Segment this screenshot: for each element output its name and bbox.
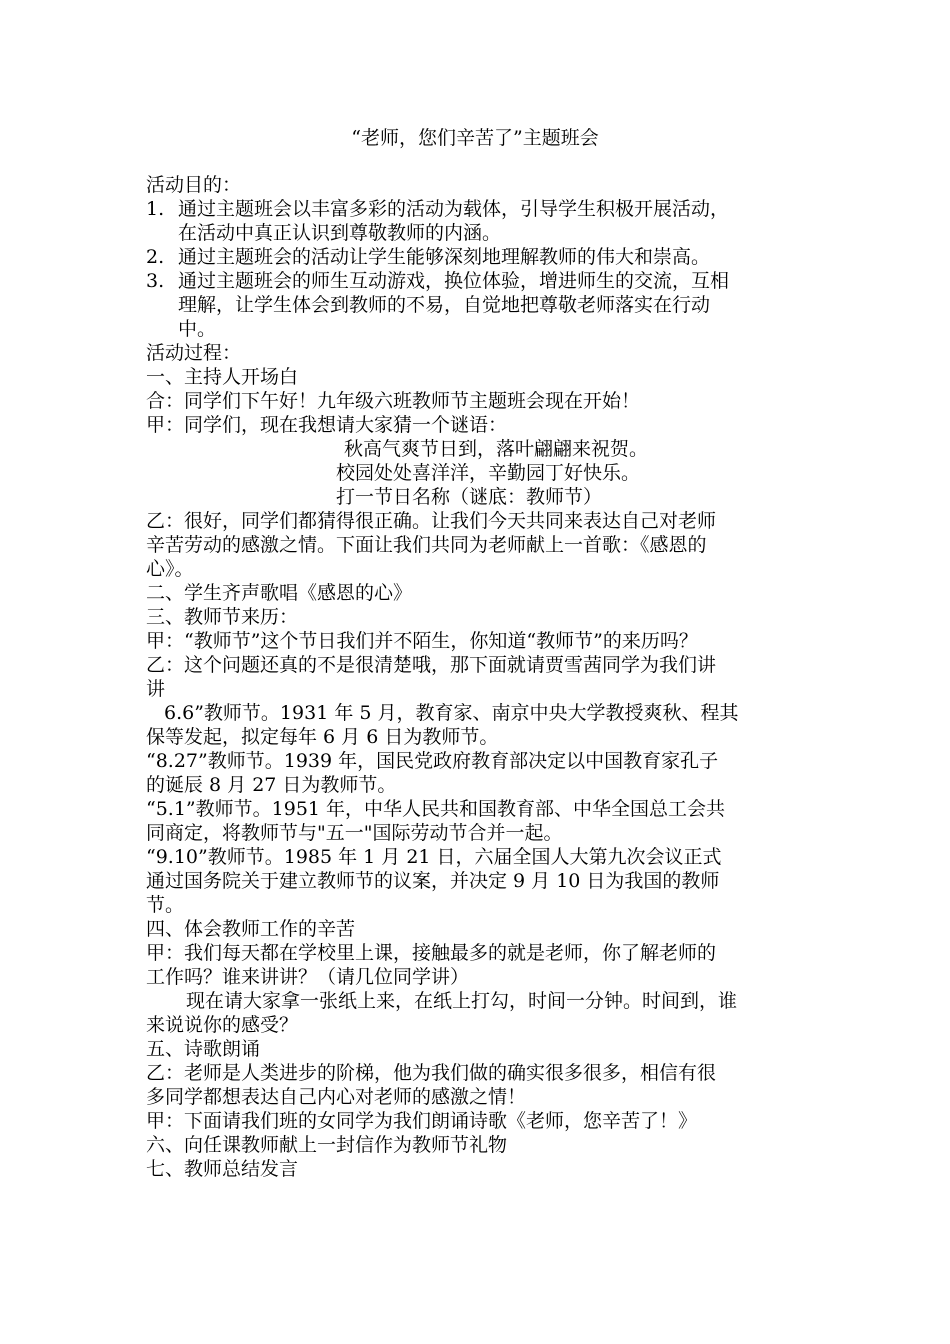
purpose-item-2 — [146, 245, 836, 269]
section-heading: 三、教师节来历： — [146, 606, 299, 628]
dialogue-line: 工作吗？谁来讲讲？（请几位同学讲） — [146, 966, 470, 988]
section-heading: 四、体会教师工作的辛苦 — [146, 918, 356, 940]
purpose-heading: 活动目的： — [146, 174, 242, 196]
purpose-text: 通过主题班会的活动让学生能够深刻地理解教师的伟大和崇高。 — [178, 246, 711, 268]
riddle-line: 校园处处喜洋洋，辛勤园丁好快乐。 — [336, 462, 641, 484]
purpose-text: 在活动中真正认识到尊敬教师的内涵。 — [178, 222, 502, 244]
list-number: 1. — [146, 198, 165, 220]
dialogue-line: 讲 — [146, 678, 166, 700]
dialogue-line: 甲：下面请我们班的女同学为我们朗诵诗歌《老师，您辛苦了！》 — [146, 1110, 698, 1132]
purpose-text: 通过主题班会的师生互动游戏，换位体验，增进师生的交流，互相 — [178, 270, 730, 292]
instruction-text: 现在请大家拿一张纸上来，在纸上打勾，时间一分钟。时间到，谁 — [186, 990, 738, 1012]
riddle-line: 秋高气爽节日到，落叶翩翩来祝贺。 — [344, 438, 649, 460]
history-text: 的诞辰 8 月 27 日为教师节。 — [146, 774, 397, 796]
section-heading: 五、诗歌朗诵 — [146, 1038, 261, 1060]
dialogue-line: 乙：这个问题还真的不是很清楚哦，那下面就请贾雪茜同学为我们讲 — [146, 654, 717, 676]
dialogue-line: 甲：“教师节”这个节日我们并不陌生，你知道“教师节”的来历吗？ — [146, 630, 698, 652]
list-number: 3. — [146, 270, 165, 292]
dialogue-line: 合：同学们下午好！九年级六班教师节主题班会现在开始！ — [146, 390, 641, 412]
section-heading: 七、教师总结发言 — [146, 1158, 299, 1180]
dialogue-line: 辛苦劳动的感激之情。下面让我们共同为老师献上一首歌：《感恩的 — [146, 534, 707, 556]
history-text: “8.27”教师节。1939 年，国民党政府教育部决定以中国教育家孔子 — [146, 750, 719, 772]
instruction-text: 来说说你的感受？ — [146, 1014, 299, 1036]
page-title: “老师，您们辛苦了”主题班会 — [351, 127, 599, 149]
purpose-text: 通过主题班会以丰富多彩的活动为载体，引导学生积极开展活动， — [178, 198, 730, 220]
dialogue-line: 多同学都想表达自己内心对老师的感激之情！ — [146, 1086, 527, 1108]
section-heading: 二、学生齐声歌唱《感恩的心》 — [146, 582, 413, 604]
history-text: 6.6”教师节。1931 年 5 月，教育家、南京中央大学教授爽秋、程其 — [164, 702, 739, 724]
dialogue-line: 乙：很好，同学们都猜得很正确。让我们今天共同来表达自己对老师 — [146, 510, 717, 532]
dialogue-line: 甲：我们每天都在学校里上课，接触最多的就是老师，你了解老师的 — [146, 942, 717, 964]
dialogue-line: 甲：同学们，现在我想请大家猜一个谜语： — [146, 414, 508, 436]
history-text: 节。 — [146, 894, 185, 916]
riddle-line: 打一节日名称（谜底：教师节） — [336, 486, 603, 508]
process-heading: 活动过程： — [146, 342, 242, 364]
section-heading: 一、主持人开场白 — [146, 366, 299, 388]
section-heading: 六、向任课教师献上一封信作为教师节礼物 — [146, 1134, 508, 1156]
history-text: “5.1”教师节。1951 年，中华人民共和国教育部、中华全国总工会共 — [146, 798, 726, 820]
dialogue-line: 心》。 — [146, 558, 194, 580]
dialogue-line: 乙：老师是人类进步的阶梯，他为我们做的确实很多很多，相信有很 — [146, 1062, 717, 1084]
purpose-text: 理解，让学生体会到教师的不易，自觉地把尊敬老师落实在行动 — [178, 294, 711, 316]
history-text: “9.10”教师节。1985 年 1 月 21 日，六届全国人大第九次会议正式 — [146, 846, 722, 868]
document-body — [146, 173, 836, 1181]
history-text: 通过国务院关于建立教师节的议案，并决定 9 月 10 日为我国的教师 — [146, 870, 720, 892]
history-text: 同商定，将教师节与"五一"国际劳动节合并一起。 — [146, 822, 563, 844]
purpose-item-1 — [146, 197, 836, 245]
list-number: 2. — [146, 246, 165, 268]
purpose-text: 中。 — [178, 318, 217, 340]
history-text: 保等发起，拟定每年 6 月 6 日为教师节。 — [146, 726, 499, 748]
purpose-item-3 — [146, 269, 836, 341]
